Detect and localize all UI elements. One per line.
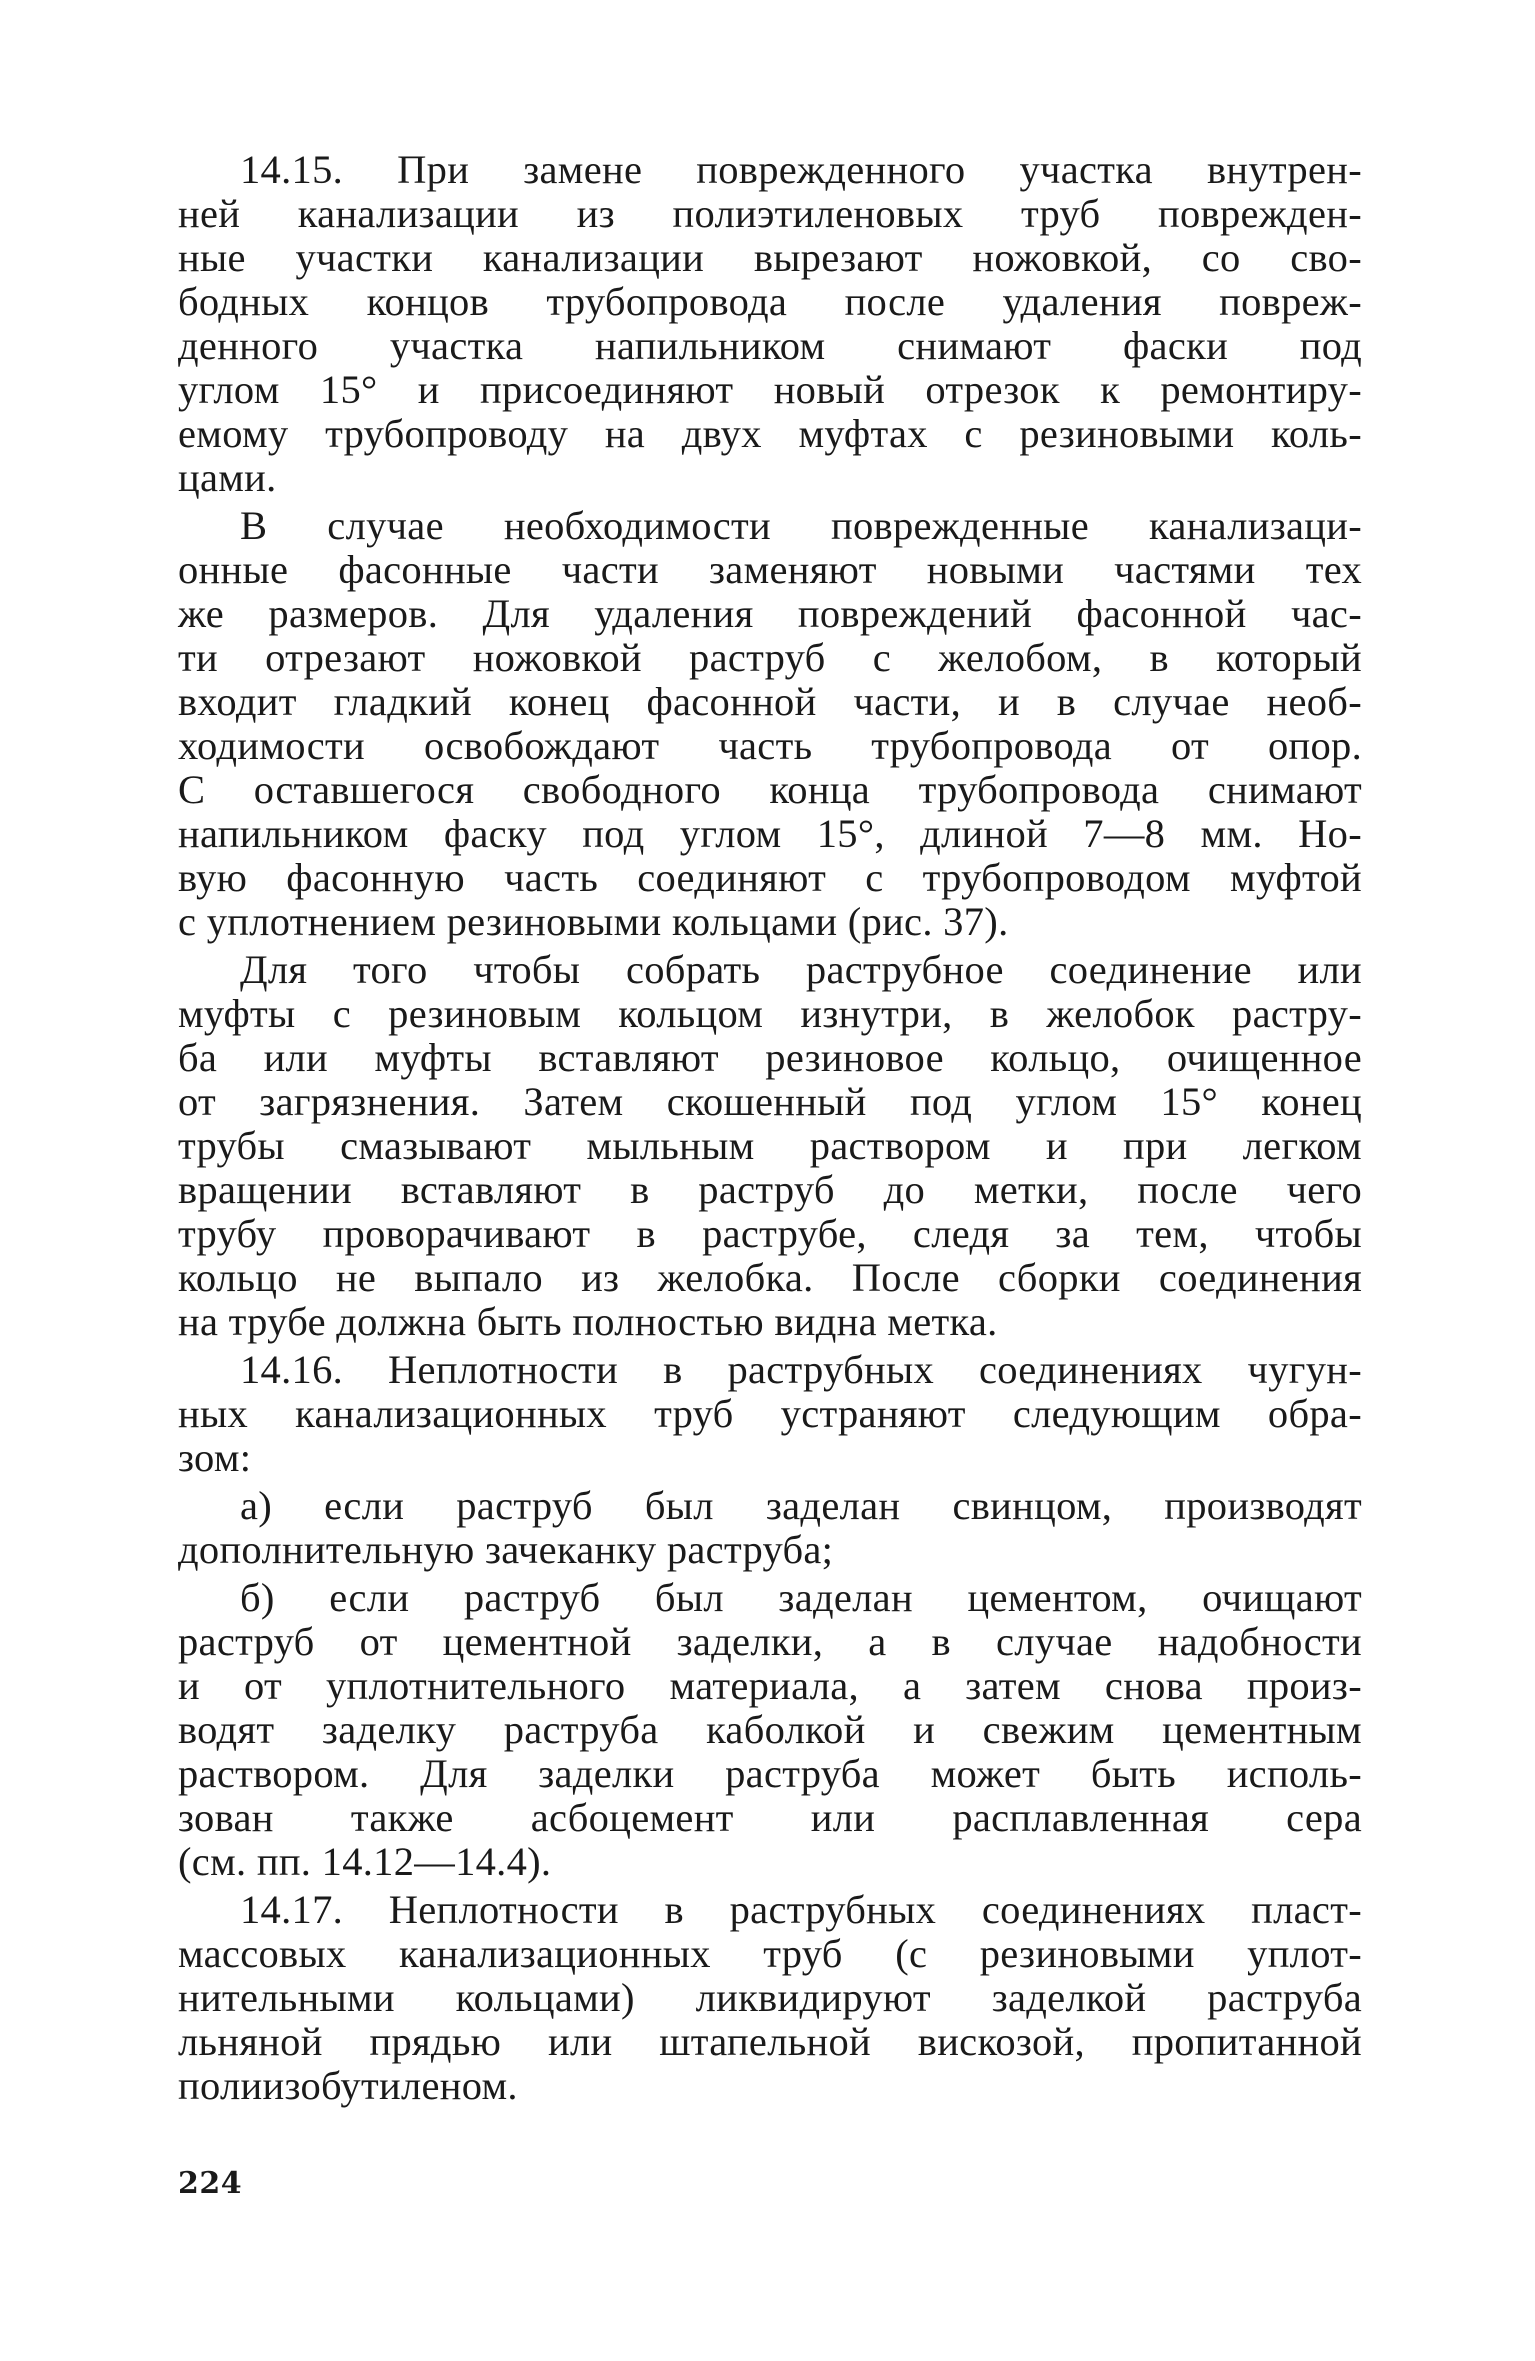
text-line: денного участка напильником снимают фаски под xyxy=(178,323,1362,368)
text-line: на трубе должна быть полностью видна метка. xyxy=(178,1299,998,1344)
text-line: льняной прядью или штапельной вискозой, пропитанной xyxy=(178,2019,1362,2064)
text-line: углом 15° и присоединяют новый отрезок к ремонтиру- xyxy=(178,367,1362,412)
paragraph-socket-assembly xyxy=(178,948,1362,1344)
text-line: 14.16. Неплотности в раструбных соединениях чугун- xyxy=(240,1347,1362,1392)
text-line: и от уплотнительного материала, а затем снова произ- xyxy=(178,1663,1362,1708)
text-line: Для того чтобы собрать раструбное соединение или xyxy=(240,947,1362,992)
text-line: раствором. Для заделки раструба может быть исполь- xyxy=(178,1751,1362,1796)
text-line: бодных концов трубопровода после удаления повреж- xyxy=(178,279,1362,324)
text-line: ба или муфты вставляют резиновое кольцо, очищенное xyxy=(178,1035,1362,1080)
text-line: ходимости освобождают часть трубопровода от опор. xyxy=(178,723,1362,768)
list-item-b xyxy=(178,1576,1362,1884)
text-line: ные участки канализации вырезают ножовкой, со сво- xyxy=(178,235,1362,280)
text-line: же размеров. Для удаления повреждений фасонной час- xyxy=(178,591,1362,636)
text-line: а) если раструб был заделан свинцом, производят xyxy=(240,1483,1362,1528)
text-line: трубу проворачивают в раструбе, следя за тем, чтобы xyxy=(178,1211,1362,1256)
text-line: В случае необходимости поврежденные канализаци- xyxy=(240,503,1362,548)
text-line: полиизобутиленом. xyxy=(178,2063,518,2108)
text-line: ней канализации из полиэтиленовых труб поврежден- xyxy=(178,191,1362,236)
text-line: емому трубопроводу на двух муфтах с резиновыми коль- xyxy=(178,411,1362,456)
text-line: вращении вставляют в раструб до метки, после чего xyxy=(178,1167,1362,1212)
page-body xyxy=(178,148,1362,2112)
text-line: нительными кольцами) ликвидируют заделкой раструба xyxy=(178,1975,1362,2020)
text-line: онные фасонные части заменяют новыми частями тех xyxy=(178,547,1362,592)
text-line: водят заделку раструба каболкой и свежим цементным xyxy=(178,1707,1362,1752)
text-line: трубы смазывают мыльным раствором и при легком xyxy=(178,1123,1362,1168)
paragraph-14-17 xyxy=(178,1888,1362,2108)
list-item-a xyxy=(178,1484,1362,1572)
text-line: от загрязнения. Затем скошенный под углом 15° конец xyxy=(178,1079,1362,1124)
text-line: С оставшегося свободного конца трубопровода снимают xyxy=(178,767,1362,812)
paragraph-fittings-replacement xyxy=(178,504,1362,944)
text-line: муфты с резиновым кольцом изнутри, в желобок растру- xyxy=(178,991,1362,1036)
text-line: дополнительную зачеканку раструба; xyxy=(178,1527,834,1572)
text-line: напильником фаску под углом 15°, длиной 7—8 мм. Но- xyxy=(178,811,1362,856)
text-line: с уплотнением резиновыми кольцами (рис. 37). xyxy=(178,899,1009,944)
text-line: (см. пп. 14.12—14.4). xyxy=(178,1839,552,1884)
text-line: 14.15. При замене поврежденного участка внутрен- xyxy=(240,147,1362,192)
text-line: вую фасонную часть соединяют с трубопроводом муфтой xyxy=(178,855,1362,900)
text-line: зом: xyxy=(178,1435,252,1480)
text-line: ных канализационных труб устраняют следующим обра- xyxy=(178,1391,1362,1436)
page-number: 224 xyxy=(178,2166,243,2201)
text-line: массовых канализационных труб (с резиновыми уплот- xyxy=(178,1931,1362,1976)
text-line: 14.17. Неплотности в раструбных соединениях пласт- xyxy=(240,1887,1362,1932)
text-line: кольцо не выпало из желобка. После сборки соединения xyxy=(178,1255,1362,1300)
paragraph-14-16 xyxy=(178,1348,1362,1480)
text-line: ти отрезают ножовкой раструб с желобом, в который xyxy=(178,635,1362,680)
text-line: б) если раструб был заделан цементом, очищают xyxy=(240,1575,1362,1620)
text-line: цами. xyxy=(178,455,277,500)
text-line: входит гладкий конец фасонной части, и в случае необ- xyxy=(178,679,1362,724)
text-line: раструб от цементной заделки, а в случае надобности xyxy=(178,1619,1362,1664)
text-line: зован также асбоцемент или расплавленная сера xyxy=(178,1795,1362,1840)
paragraph-14-15 xyxy=(178,148,1362,500)
